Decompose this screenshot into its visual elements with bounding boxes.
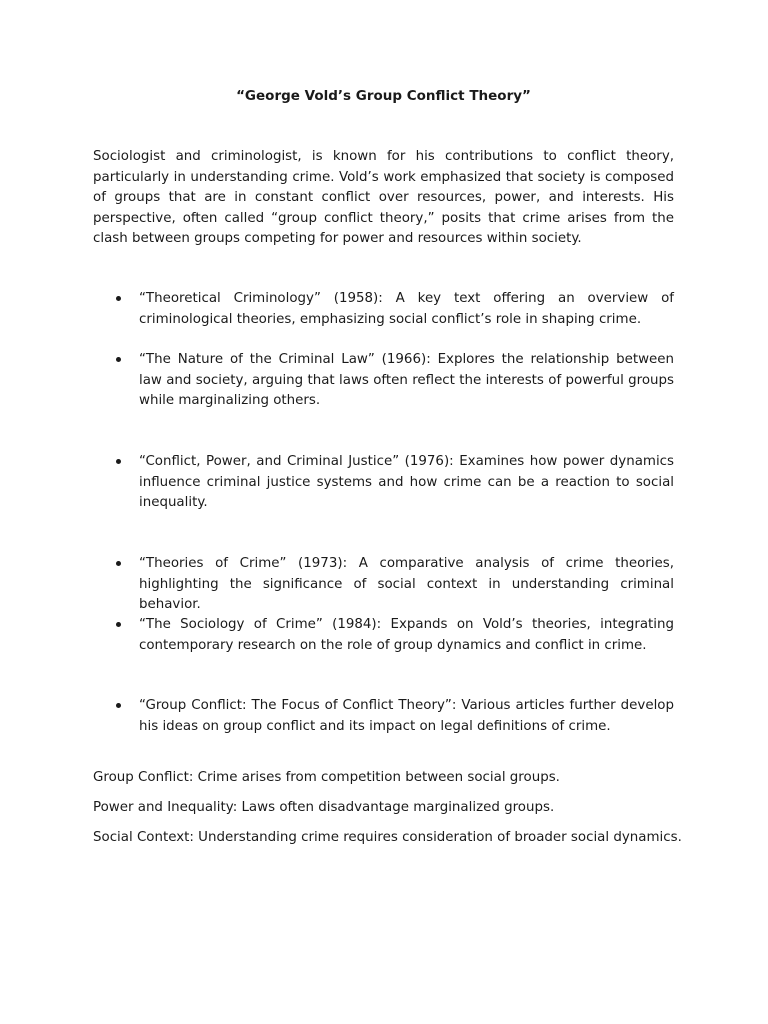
bullet-icon bbox=[116, 622, 121, 627]
summary-line: Power and Inequality: Laws often disadvantage marginalized groups. bbox=[93, 800, 555, 815]
bullet-icon bbox=[116, 561, 121, 566]
intro-paragraph: Sociologist and criminologist, is known for his contributions to conflict theory, particularly in understanding crime. Vold’s work emphasized that society is composed of groups that are in constant conflict over resources, power, and interests. His perspective, often called “group conflict theory,” posits that crime arises from the clash between groups competing for power and resources within society. bbox=[93, 149, 674, 246]
document-title: “George Vold’s Group Conflict Theory” bbox=[236, 88, 531, 104]
summary-line: Social Context: Understanding crime requires consideration of broader social dynamics. bbox=[93, 830, 682, 845]
list-item-text: “Theoretical Criminology” (1958): A key text offering an overview of criminological theories, emphasizing social conflict’s role in shaping crime. bbox=[139, 291, 674, 327]
list-item-text: “The Sociology of Crime” (1984): Expands on Vold’s theories, integrating contemporary research on the role of group dynamics and conflict in crime. bbox=[139, 617, 674, 653]
list-item-text: “Conflict, Power, and Criminal Justice” (1976): Examines how power dynamics influence criminal justice systems and how crime can be a reaction to social inequality. bbox=[139, 454, 674, 510]
bullet-icon bbox=[116, 703, 121, 708]
list-item-text: “Group Conflict: The Focus of Conflict Theory”: Various articles further develop his ideas on group conflict and its impact on legal definitions of crime. bbox=[139, 698, 674, 734]
list-item-text: “The Nature of the Criminal Law” (1966): Explores the relationship between law and society, arguing that laws often reflect the interests of powerful groups while marginalizing others. bbox=[139, 352, 674, 408]
bullet-icon bbox=[116, 296, 121, 301]
bullet-icon bbox=[116, 459, 121, 464]
bullet-icon bbox=[116, 357, 121, 362]
list-item-text: “Theories of Crime” (1973): A comparative analysis of crime theories, highlighting the significance of social context in understanding criminal behavior. bbox=[139, 556, 674, 612]
summary-line: Group Conflict: Crime arises from competition between social groups. bbox=[93, 770, 560, 785]
